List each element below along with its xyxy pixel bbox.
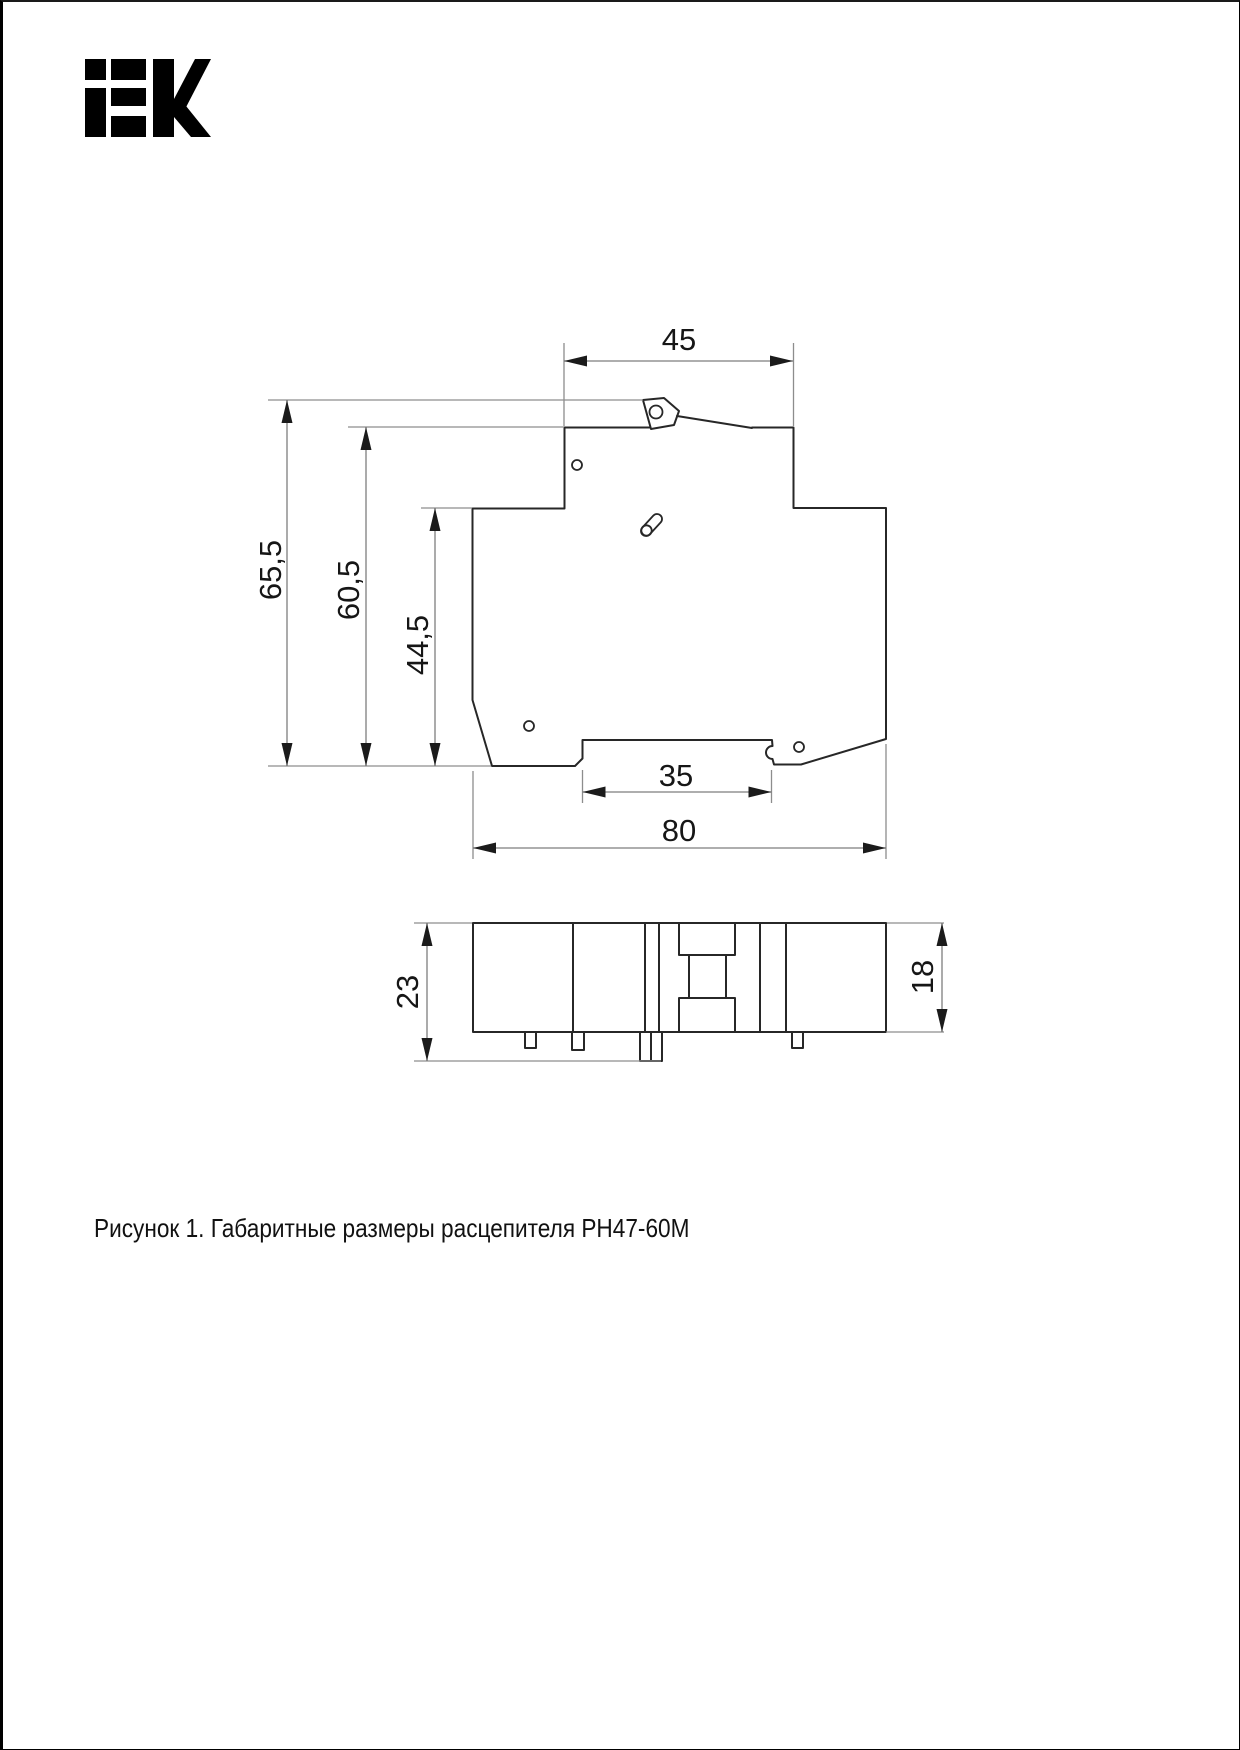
- arrowhead-top: [422, 923, 433, 946]
- toggle-boss-outline: [679, 923, 735, 1032]
- front-view-outline: [473, 428, 887, 767]
- arrowhead-bottom: [282, 743, 293, 766]
- pin-1: [525, 1032, 536, 1048]
- arrowhead-left: [564, 356, 587, 367]
- dim-label-45: 45: [661, 322, 697, 357]
- dim-label-65-5: 65,5: [253, 539, 288, 601]
- dimension-din-slot-35: [583, 758, 772, 803]
- extension-line: [268, 400, 643, 766]
- arrowhead-left: [473, 843, 496, 854]
- dim-label-35: 35: [658, 758, 694, 793]
- dim-label-23: 23: [390, 974, 425, 1010]
- arrowhead-bottom: [937, 1009, 948, 1032]
- arrowhead-top: [282, 400, 293, 423]
- dimension-base-height-44-5: [400, 508, 472, 766]
- toggle-lever-edge: [677, 416, 752, 428]
- dim-label-18: 18: [905, 959, 940, 995]
- pin-3: [640, 1032, 662, 1061]
- arrowhead-top: [937, 923, 948, 946]
- arrowhead-top: [430, 508, 441, 531]
- toggle-lever-hole: [650, 406, 663, 419]
- dimension-body-height-60-5: [331, 427, 564, 766]
- pin-4: [792, 1032, 803, 1048]
- housing-hole-top: [572, 460, 582, 470]
- arrowhead-left: [583, 787, 606, 798]
- dim-label-44-5: 44,5: [400, 614, 435, 676]
- arrowhead-bottom: [430, 743, 441, 766]
- arrowhead-right: [770, 356, 793, 367]
- dimension-overall-height-65-5: [253, 400, 643, 766]
- dim-label-60-5: 60,5: [331, 559, 366, 621]
- keyhole-slot: [641, 514, 662, 536]
- housing-hole-bottom-left: [524, 721, 534, 731]
- arrowhead-bottom: [422, 1038, 433, 1061]
- arrowhead-bottom: [361, 743, 372, 766]
- dim-label-80: 80: [661, 813, 697, 848]
- housing-hole-bottom-right: [794, 742, 804, 752]
- front-view: [473, 398, 887, 766]
- dimension-drawing: [3, 2, 1240, 1750]
- arrowhead-right: [863, 843, 886, 854]
- arrowhead-top: [361, 427, 372, 450]
- dimension-body-depth-18: [886, 923, 948, 1032]
- figure-caption: Рисунок 1. Габаритные размеры расцепителя РН47-60М: [94, 1213, 690, 1243]
- toggle-lever-knob: [643, 398, 679, 429]
- top-view-terminal-pins: [525, 1032, 803, 1061]
- pin-2: [572, 1032, 584, 1050]
- keyhole-slot-hole: [641, 525, 651, 535]
- top-view-toggle-boss: [679, 923, 735, 1032]
- top-view: [414, 923, 944, 1061]
- arrowhead-right: [749, 787, 772, 798]
